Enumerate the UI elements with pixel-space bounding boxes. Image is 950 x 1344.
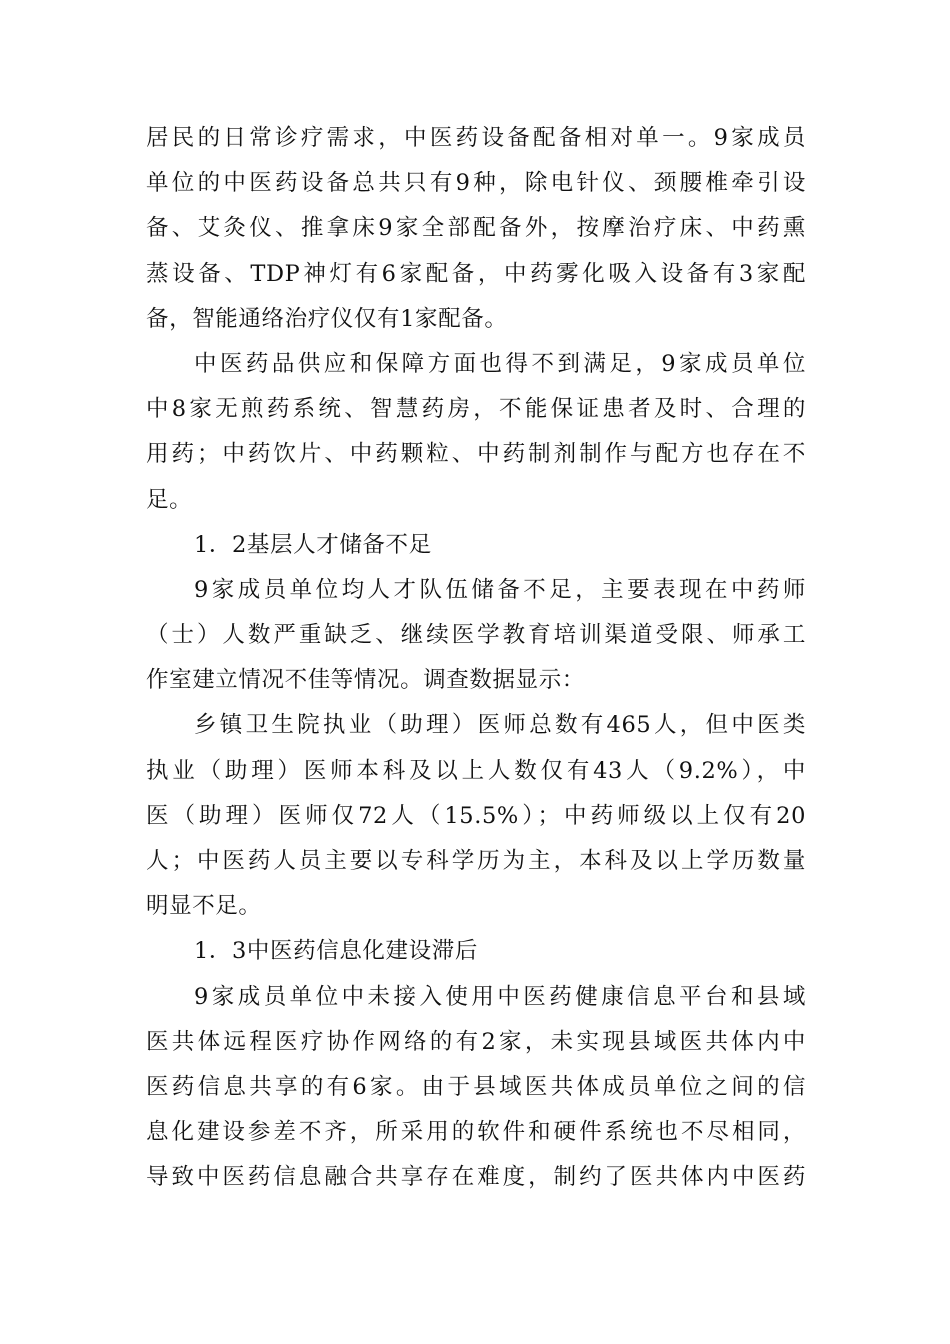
paragraph-line: 息化建设参差不齐，所采用的软件和硬件系统也不尽相同， (146, 1119, 806, 1146)
paragraph-line: 人；中医药人员主要以专科学历为主，本科及以上学历数量 (146, 848, 806, 874)
paragraph-line: 医药信息共享的有6家。由于县域医共体成员单位之间的信 (146, 1073, 806, 1100)
paragraph-line: 9家成员单位均人才队伍储备不足，主要表现在中药师 (194, 576, 806, 603)
paragraph-line: 居民的日常诊疗需求，中医药设备配备相对单一。9家成员 (146, 125, 806, 151)
paragraph-line: 导致中医药信息融合共享存在难度，制约了医共体内中医药 (146, 1164, 806, 1191)
paragraph-line: 乡镇卫生院执业（助理）医师总数有465人，但中医类 (194, 712, 806, 739)
paragraph-line: （士）人数严重缺乏、继续医学教育培训渠道受限、师承工 (146, 622, 806, 649)
paragraph-line: 备、艾灸仪、推拿床9家全部配备外，按摩治疗床、中药熏 (146, 215, 806, 242)
paragraph-line: 9家成员单位中未接入使用中医药健康信息平台和县域 (194, 983, 806, 1010)
section-heading: 1．2基层人才储备不足 (194, 531, 432, 558)
paragraph-line: 蒸设备、TDP神灯有6家配备，中药雾化吸入设备有3家配 (146, 260, 806, 287)
paragraph-line: 医共体远程医疗协作网络的有2家，未实现县域医共体内中 (146, 1028, 806, 1055)
paragraph-line: 单位的中医药设备总共只有9种，除电针仪、颈腰椎牵引设 (146, 170, 806, 197)
paragraph-line: 足。 (146, 486, 193, 513)
paragraph-line: 明显不足。 (146, 893, 262, 920)
paragraph-line: 用药；中药饮片、中药颗粒、中药制剂制作与配方也存在不 (146, 441, 806, 468)
paragraph-line: 中医药品供应和保障方面也得不到满足，9家成员单位 (194, 350, 806, 377)
paragraph-line: 备，智能通络治疗仪仅有1家配备。 (146, 305, 508, 332)
paragraph-line: 执业（助理）医师本科及以上人数仅有43人（9.2%），中 (146, 757, 806, 784)
paragraph-line: 医（助理）医师仅72人（15.5%）；中药师级以上仅有20 (146, 802, 806, 829)
paragraph-line: 中8家无煎药系统、智慧药房，不能保证患者及时、合理的 (146, 396, 806, 423)
document-page (146, 116, 806, 1201)
section-heading: 1．3中医药信息化建设滞后 (194, 938, 478, 965)
paragraph-line: 作室建立情况不佳等情况。调查数据显示： (146, 667, 585, 694)
